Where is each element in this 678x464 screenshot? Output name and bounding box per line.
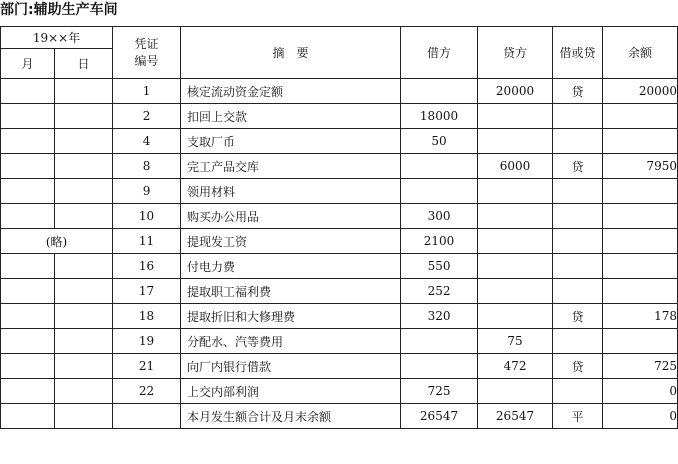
month-header: 月 <box>1 49 55 79</box>
total-dc: 平 <box>553 404 603 429</box>
dc-cell <box>553 329 603 354</box>
voucher-cell: 10 <box>113 204 181 229</box>
credit-cell <box>478 279 553 304</box>
credit-cell <box>478 229 553 254</box>
table-row <box>1 154 678 179</box>
debit-cell: 300 <box>401 204 478 229</box>
voucher-cell: 2 <box>113 104 181 129</box>
ledger-body <box>1 79 678 429</box>
day-cell <box>55 254 113 279</box>
day-cell <box>55 404 113 429</box>
summary-cell: 支取厂币 <box>181 129 401 154</box>
year-header: 19××年 <box>1 27 113 49</box>
balance-cell <box>603 204 678 229</box>
voucher-header-line2: 编号 <box>134 53 159 68</box>
balance-header: 余额 <box>603 27 678 79</box>
table-row <box>1 129 678 154</box>
table-row <box>1 329 678 354</box>
header-row-1 <box>1 27 678 49</box>
voucher-cell: 22 <box>113 379 181 404</box>
summary-cell: 付电力费 <box>181 254 401 279</box>
summary-cell: 向厂内银行借款 <box>181 354 401 379</box>
debit-cell: 2100 <box>401 229 478 254</box>
dc-cell <box>553 179 603 204</box>
table-row <box>1 179 678 204</box>
voucher-cell: 9 <box>113 179 181 204</box>
table-row <box>1 279 678 304</box>
day-cell <box>55 304 113 329</box>
table-row <box>1 104 678 129</box>
day-cell <box>55 129 113 154</box>
balance-cell <box>603 329 678 354</box>
month-cell <box>1 79 55 104</box>
dc-cell: 贷 <box>553 354 603 379</box>
day-header: 日 <box>55 49 113 79</box>
debit-cell: 320 <box>401 304 478 329</box>
summary-header: 摘 要 <box>181 27 401 79</box>
day-cell <box>55 204 113 229</box>
dc-cell: 贷 <box>553 154 603 179</box>
credit-cell: 75 <box>478 329 553 354</box>
balance-cell: 725 <box>603 354 678 379</box>
debit-cell: 18000 <box>401 104 478 129</box>
total-balance: 0 <box>603 404 678 429</box>
voucher-cell: 19 <box>113 329 181 354</box>
day-cell <box>55 279 113 304</box>
dc-header: 借或贷 <box>553 27 603 79</box>
month-cell <box>1 129 55 154</box>
balance-cell: 20000 <box>603 79 678 104</box>
table-row <box>1 204 678 229</box>
voucher-cell <box>113 404 181 429</box>
debit-cell: 50 <box>401 129 478 154</box>
month-cell <box>1 354 55 379</box>
day-cell <box>55 354 113 379</box>
dc-cell <box>553 379 603 404</box>
balance-cell: 7950 <box>603 154 678 179</box>
month-cell <box>1 329 55 354</box>
summary-cell: 提取折旧和大修理费 <box>181 304 401 329</box>
debit-cell <box>401 154 478 179</box>
credit-cell <box>478 304 553 329</box>
total-row <box>1 404 678 429</box>
table-row <box>1 79 678 104</box>
debit-cell <box>401 354 478 379</box>
day-cell <box>55 154 113 179</box>
balance-cell: 0 <box>603 379 678 404</box>
day-cell <box>55 104 113 129</box>
table-row <box>1 304 678 329</box>
debit-cell <box>401 79 478 104</box>
day-cell <box>55 379 113 404</box>
debit-cell: 252 <box>401 279 478 304</box>
summary-cell: 提现发工资 <box>181 229 401 254</box>
balance-cell <box>603 254 678 279</box>
table-row <box>1 354 678 379</box>
month-cell <box>1 279 55 304</box>
month-cell <box>1 179 55 204</box>
dc-cell <box>553 279 603 304</box>
dc-cell <box>553 129 603 154</box>
dc-cell <box>553 104 603 129</box>
summary-cell: 扣回上交款 <box>181 104 401 129</box>
department-label: 部门:辅助生产车间 <box>0 2 118 18</box>
voucher-cell: 8 <box>113 154 181 179</box>
balance-cell <box>603 179 678 204</box>
voucher-header-line1: 凭证 <box>134 36 159 51</box>
voucher-cell: 21 <box>113 354 181 379</box>
summary-cell: 核定流动资金定额 <box>181 79 401 104</box>
table-row <box>1 254 678 279</box>
debit-header: 借方 <box>401 27 478 79</box>
summary-cell: 上交内部利润 <box>181 379 401 404</box>
month-cell <box>1 404 55 429</box>
total-debit: 26547 <box>401 404 478 429</box>
credit-cell: 20000 <box>478 79 553 104</box>
voucher-cell: 11 <box>113 229 181 254</box>
debit-cell: 550 <box>401 254 478 279</box>
balance-cell <box>603 279 678 304</box>
credit-cell: 472 <box>478 354 553 379</box>
day-cell <box>55 179 113 204</box>
month-cell <box>1 304 55 329</box>
balance-cell <box>603 104 678 129</box>
credit-header: 贷方 <box>478 27 553 79</box>
total-summary: 本月发生额合计及月末余额 <box>181 404 401 429</box>
day-cell <box>55 329 113 354</box>
credit-cell: 6000 <box>478 154 553 179</box>
voucher-cell: 18 <box>113 304 181 329</box>
summary-cell: 提取职工福利费 <box>181 279 401 304</box>
balance-cell <box>603 129 678 154</box>
credit-cell <box>478 254 553 279</box>
month-cell <box>1 379 55 404</box>
dc-cell <box>553 229 603 254</box>
dc-cell <box>553 254 603 279</box>
credit-cell <box>478 129 553 154</box>
credit-cell <box>478 104 553 129</box>
summary-cell: 领用材料 <box>181 179 401 204</box>
day-cell <box>55 79 113 104</box>
voucher-cell: 16 <box>113 254 181 279</box>
voucher-header <box>113 27 181 79</box>
total-credit: 26547 <box>478 404 553 429</box>
summary-cell: 分配水、汽等费用 <box>181 329 401 354</box>
credit-cell <box>478 204 553 229</box>
dc-cell: 贷 <box>553 79 603 104</box>
balance-cell: 178 <box>603 304 678 329</box>
voucher-cell: 17 <box>113 279 181 304</box>
month-cell <box>1 154 55 179</box>
debit-cell <box>401 329 478 354</box>
month-cell <box>1 104 55 129</box>
table-row <box>1 229 678 254</box>
debit-cell <box>401 179 478 204</box>
dc-cell <box>553 204 603 229</box>
balance-cell <box>603 229 678 254</box>
summary-cell: 购买办公用品 <box>181 204 401 229</box>
voucher-cell: 4 <box>113 129 181 154</box>
month-cell <box>1 254 55 279</box>
ledger-table <box>0 26 678 429</box>
credit-cell <box>478 179 553 204</box>
summary-cell: 完工产品交库 <box>181 154 401 179</box>
dc-cell: 贷 <box>553 304 603 329</box>
table-row <box>1 379 678 404</box>
debit-cell: 725 <box>401 379 478 404</box>
credit-cell <box>478 379 553 404</box>
omitted-date-note: (略) <box>1 229 113 254</box>
voucher-cell: 1 <box>113 79 181 104</box>
month-cell <box>1 204 55 229</box>
